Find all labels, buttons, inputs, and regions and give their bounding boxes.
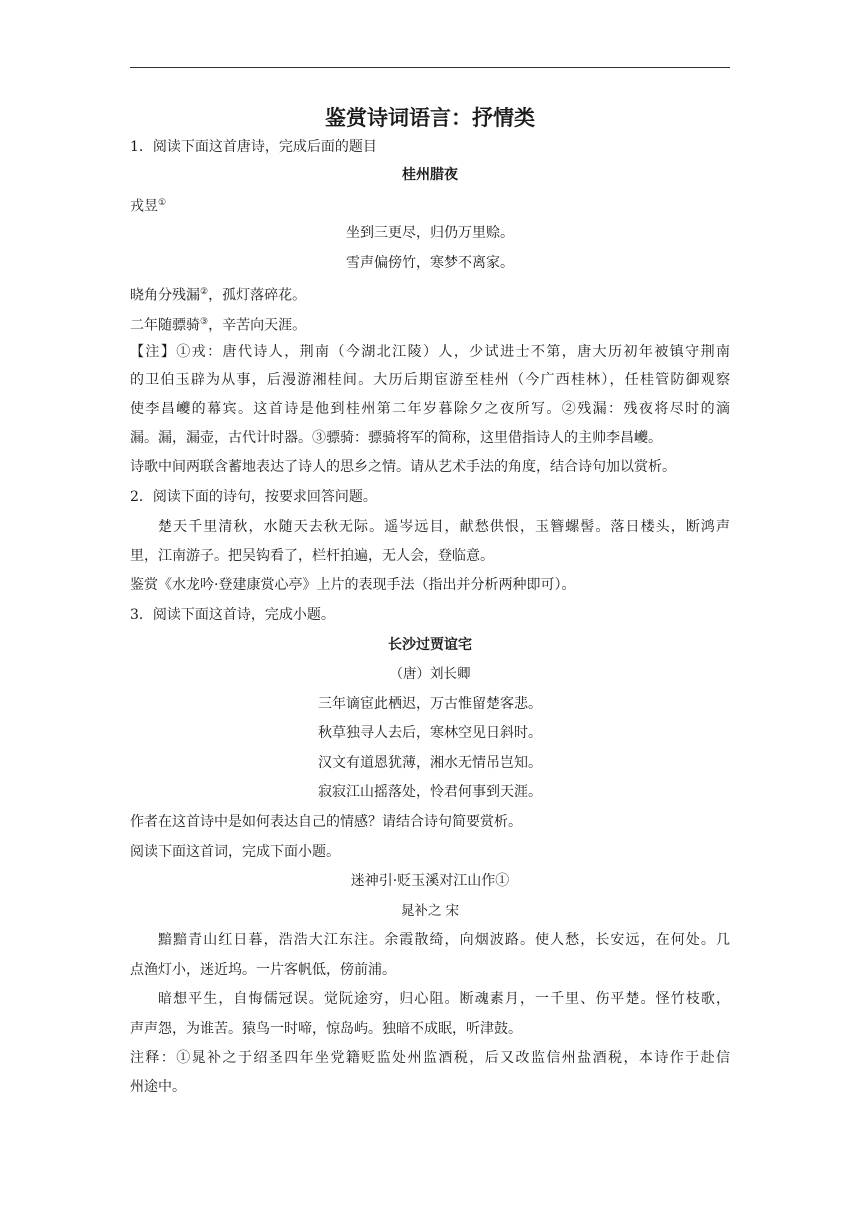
q1-note-line: 【注】①戎：唐代诗人，荆南（今湖北江陵）人，少试进士不第，唐大历初年被镇守荆南 [130,344,730,360]
q4-text-line: 暗想平生，自悔儒冠误。觉阮途穷，归心阻。断魂素月，一千里、伤平楚。怪竹枝歌， [158,991,730,1007]
header-rule [130,67,730,68]
q1-prompt: 1．阅读下面这首唐诗，完成后面的题目 [130,139,377,155]
q3-poem-line: 三年谪宦此栖迟，万古惟留楚客悲。 [318,696,542,712]
q4-note-line: 州途中。 [130,1079,186,1095]
q3-author: （唐）刘长卿 [389,666,471,682]
q3-question: 作者在这首诗中是如何表达自己的情感？请结合诗句简要赏析。 [130,814,522,830]
q4-text-line: 黯黯青山红日暮，浩浩大江东注。余霞散绮，向烟波路。使人愁，长安远，在何处。几 [158,932,730,948]
q3-prompt: 3．阅读下面这首诗，完成小题。 [130,607,335,623]
q1-poem-line: 晓角分残漏②，孤灯落碎花。 [130,287,307,304]
q4-note-line: 注释：①晁补之于绍圣四年坐党籍贬监处州监酒税，后又改监信州盐酒税，本诗作于赴信 [130,1050,730,1066]
q2-prompt: 2．阅读下面的诗句，按要求回答问题。 [130,489,377,505]
q4-author: 晁补之 宋 [400,903,460,919]
q3-poem-line: 秋草独寻人去后，寒林空见日斜时。 [318,725,542,741]
q1-note-line: 的卫伯玉辟为从事，后漫游湘桂间。大历后期宦游至桂州（今广西桂林），任桂管防御观察 [130,372,730,388]
q1-author: 戎昱① [130,198,167,215]
q1-note-line: 使李昌巙的幕宾。这首诗是他到桂州第二年岁暮除夕之夜所写。②残漏：残夜将尽时的滴 [130,401,730,417]
q3-poem-title: 长沙过贾谊宅 [388,637,472,653]
q3-poem-line: 汉文有道恩犹薄，湘水无情吊岂知。 [318,755,542,771]
q4-text-line: 点渔灯小，迷近坞。一片客帆低，傍前浦。 [130,962,396,978]
q1-note-line: 漏。漏，漏壶，古代计时器。③骠骑：骠骑将军的简称，这里借指诗人的主帅李昌巙。 [130,430,662,446]
q4-text-line: 声声怨，为谁苦。猿鸟一时啼，惊岛屿。独暗不成眠，听津鼓。 [130,1021,522,1037]
q1-poem-line: 坐到三更尽，归仍万里赊。 [346,225,514,241]
q3-poem-line: 寂寂江山摇落处，怜君何事到天涯。 [318,784,542,800]
q4-prompt: 阅读下面这首词，完成下面小题。 [130,844,340,860]
q1-poem-title: 桂州腊夜 [402,167,458,183]
q1-poem-line: 二年随骠骑③，辛苦向天涯。 [130,317,307,334]
q1-question: 诗歌中间两联含蓄地表达了诗人的思乡之情。请从艺术手法的角度，结合诗句加以赏析。 [130,459,676,475]
q2-question: 鉴赏《水龙吟·登建康赏心亭》上片的表现手法（指出并分析两种即可）。 [130,577,576,593]
q1-poem-line: 雪声偏傍竹，寒梦不离家。 [346,255,514,271]
q2-text-line: 里，江南游子。把吴钩看了，栏杆拍遍，无人会，登临意。 [130,548,494,564]
page-title: 鉴赏诗词语言：抒情类 [325,106,535,130]
q2-text-line: 楚天千里清秋，水随天去秋无际。遥岑远目，献愁供恨，玉簪螺髻。落日楼头，断鸿声 [158,519,730,535]
q4-poem-title: 迷神引·贬玉溪对江山作① [350,873,510,889]
